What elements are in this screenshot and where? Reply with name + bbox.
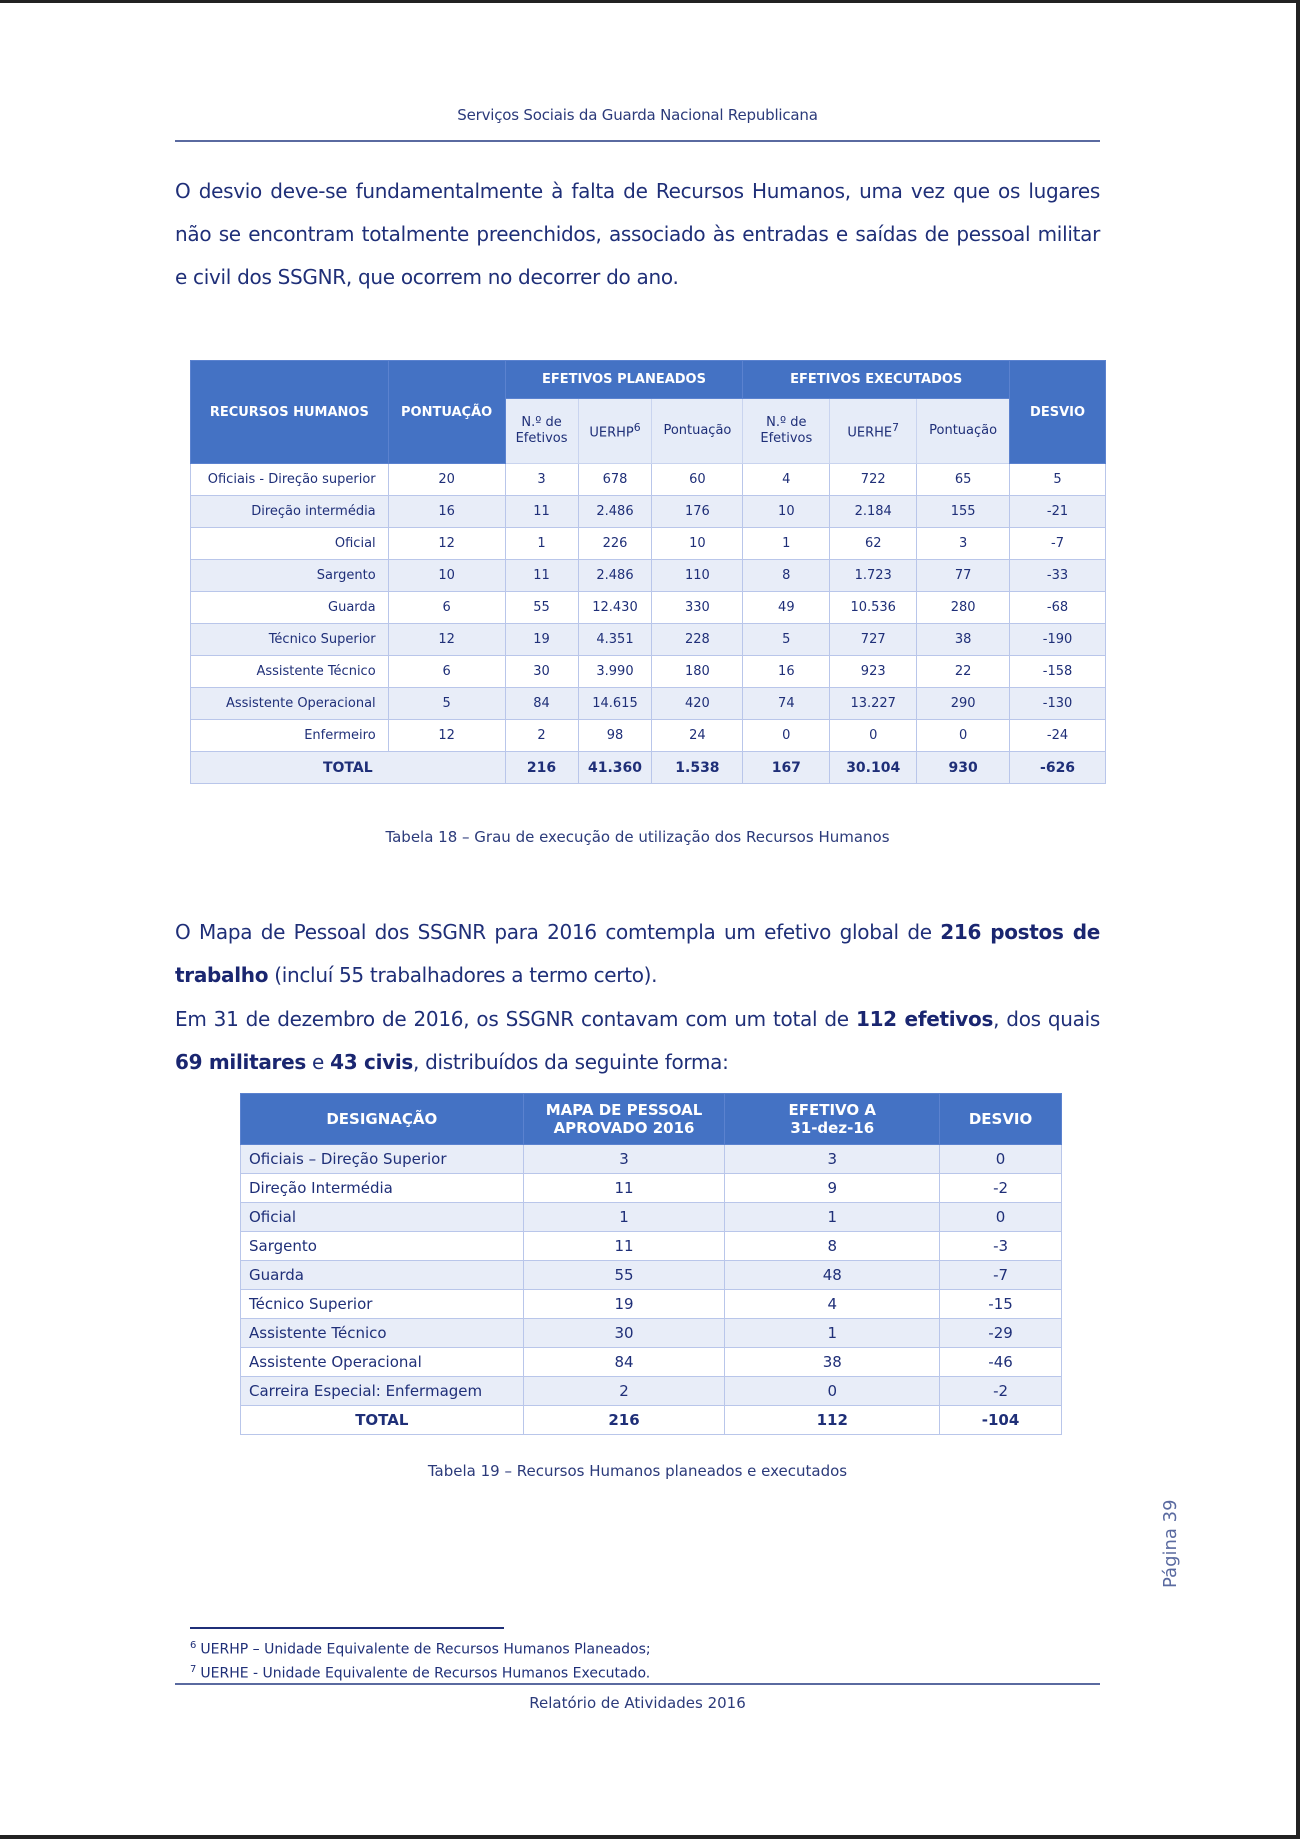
table-cell: -130 bbox=[1010, 688, 1106, 720]
footnote-text: UERHP – Unidade Equivalente de Recursos Humanos Planeados; bbox=[200, 1641, 651, 1658]
total-cell: 41.360 bbox=[578, 752, 652, 784]
table-cell: 11 bbox=[505, 560, 578, 592]
table-cell: 0 bbox=[917, 720, 1010, 752]
col-header-efetivo bbox=[725, 1094, 940, 1145]
table-cell: 9 bbox=[725, 1174, 940, 1203]
paragraph-mapa-pessoal bbox=[175, 911, 1100, 997]
table-cell: 84 bbox=[505, 688, 578, 720]
table-cell: 22 bbox=[917, 656, 1010, 688]
table-cell: 2 bbox=[505, 720, 578, 752]
total-cell: 930 bbox=[917, 752, 1010, 784]
table-cell: 1 bbox=[523, 1203, 725, 1232]
table-cell: -46 bbox=[940, 1348, 1062, 1377]
table-cell: 4 bbox=[725, 1290, 940, 1319]
table-cell: 4 bbox=[743, 464, 830, 496]
table-cell: 226 bbox=[578, 528, 652, 560]
col-header-uerhp bbox=[578, 399, 652, 464]
table-row bbox=[191, 688, 1106, 720]
table-cell: 1 bbox=[725, 1319, 940, 1348]
text-run: , distribuídos da seguinte forma: bbox=[413, 1050, 729, 1074]
label-line-2: Efetivos bbox=[760, 431, 813, 446]
table-cell: -158 bbox=[1010, 656, 1106, 688]
table-row bbox=[191, 720, 1106, 752]
header-rule bbox=[175, 140, 1100, 142]
table-cell: 10 bbox=[652, 528, 743, 560]
text-run: , dos quais bbox=[993, 1007, 1101, 1031]
label-line-1: EFETIVO A bbox=[788, 1101, 876, 1119]
table-cell: 1.723 bbox=[830, 560, 917, 592]
row-label: Direção Intermédia bbox=[241, 1174, 524, 1203]
table-cell: 8 bbox=[725, 1232, 940, 1261]
table-cell: 290 bbox=[917, 688, 1010, 720]
total-cell: 167 bbox=[743, 752, 830, 784]
footnote-7 bbox=[190, 1664, 650, 1682]
text-run: Em 31 de dezembro de 2016, os SSGNR contavam com um total de bbox=[175, 1007, 856, 1031]
table-cell: 10 bbox=[388, 560, 505, 592]
table-row bbox=[191, 656, 1106, 688]
col-group-efetivos-planeados: EFETIVOS PLANEADOS bbox=[505, 361, 743, 399]
table-row bbox=[191, 560, 1106, 592]
table-row bbox=[241, 1290, 1062, 1319]
total-cell: 216 bbox=[505, 752, 578, 784]
bold-run: 112 efetivos bbox=[855, 1007, 994, 1031]
table-cell: 1 bbox=[505, 528, 578, 560]
table-cell: 110 bbox=[652, 560, 743, 592]
table-cell: 5 bbox=[743, 624, 830, 656]
table-cell: 420 bbox=[652, 688, 743, 720]
row-label: Guarda bbox=[241, 1261, 524, 1290]
bold-run: 216 postos de trabalho bbox=[175, 920, 1100, 987]
text-run: O Mapa de Pessoal dos SSGNR para 2016 comtempla um efetivo global de bbox=[175, 920, 941, 944]
scan-edge-bottom bbox=[0, 1835, 1300, 1839]
table-cell: 10 bbox=[743, 496, 830, 528]
row-label: Assistente Operacional bbox=[241, 1348, 524, 1377]
table-cell: 62 bbox=[830, 528, 917, 560]
table-cell: 5 bbox=[388, 688, 505, 720]
row-label: Carreira Especial: Enfermagem bbox=[241, 1377, 524, 1406]
footnote-text: UERHE - Unidade Equivalente de Recursos Humanos Executado. bbox=[200, 1665, 651, 1682]
footnote-number: 6 bbox=[190, 1640, 197, 1651]
table-cell: -33 bbox=[1010, 560, 1106, 592]
table-cell: 12.430 bbox=[578, 592, 652, 624]
table-cell: 1 bbox=[725, 1203, 940, 1232]
table-cell: 12 bbox=[388, 720, 505, 752]
table-row bbox=[241, 1232, 1062, 1261]
table-cell: 3 bbox=[505, 464, 578, 496]
table-cell: 923 bbox=[830, 656, 917, 688]
scan-edge-right bbox=[1296, 0, 1300, 1839]
table-cell: -68 bbox=[1010, 592, 1106, 624]
table-cell: 155 bbox=[917, 496, 1010, 528]
table-cell: -29 bbox=[940, 1319, 1062, 1348]
total-cell: 216 bbox=[523, 1406, 725, 1435]
bold-run: 69 militares bbox=[175, 1050, 306, 1074]
table-cell: 19 bbox=[523, 1290, 725, 1319]
table-cell: 16 bbox=[388, 496, 505, 528]
table-cell: 49 bbox=[743, 592, 830, 624]
table-cell: 3 bbox=[523, 1145, 725, 1174]
bold-run: 43 civis bbox=[330, 1050, 414, 1074]
table-cell: 24 bbox=[652, 720, 743, 752]
table-18-caption: Tabela 18 – Grau de execução de utilização dos Recursos Humanos bbox=[385, 828, 890, 846]
table-cell: -7 bbox=[940, 1261, 1062, 1290]
table-cell: 77 bbox=[917, 560, 1010, 592]
row-label: Oficial bbox=[241, 1203, 524, 1232]
text-run: (incluí 55 trabalhadores a termo certo). bbox=[268, 963, 658, 987]
table-cell: 11 bbox=[523, 1174, 725, 1203]
row-label: Sargento bbox=[191, 560, 389, 592]
total-label: TOTAL bbox=[241, 1406, 524, 1435]
col-header-mapa-pessoal bbox=[523, 1094, 725, 1145]
table-row bbox=[191, 496, 1106, 528]
table-18 bbox=[190, 360, 1106, 784]
text-run: e bbox=[306, 1050, 331, 1074]
table-cell: 2.184 bbox=[830, 496, 917, 528]
label-line-1: MAPA DE PESSOAL bbox=[545, 1101, 703, 1119]
table-cell: 6 bbox=[388, 656, 505, 688]
label-line-2: APROVADO 2016 bbox=[553, 1119, 695, 1137]
total-cell: 112 bbox=[725, 1406, 940, 1435]
table-cell: 16 bbox=[743, 656, 830, 688]
row-label: Oficiais – Direção Superior bbox=[241, 1145, 524, 1174]
table-row bbox=[191, 464, 1106, 496]
table-cell: 1 bbox=[743, 528, 830, 560]
col-header-pontuacao-planeada: Pontuação bbox=[652, 399, 743, 464]
table-cell: 55 bbox=[523, 1261, 725, 1290]
table-cell: 30 bbox=[505, 656, 578, 688]
total-label: TOTAL bbox=[191, 752, 506, 784]
row-label: Guarda bbox=[191, 592, 389, 624]
table-cell: 180 bbox=[652, 656, 743, 688]
table-cell: 5 bbox=[1010, 464, 1106, 496]
col-header-pontuacao: PONTUAÇÃO bbox=[388, 361, 505, 464]
table-cell: -2 bbox=[940, 1174, 1062, 1203]
table-cell: 3 bbox=[725, 1145, 940, 1174]
col-header-designacao: DESIGNAÇÃO bbox=[241, 1094, 524, 1145]
table-cell: 3.990 bbox=[578, 656, 652, 688]
table-cell: 60 bbox=[652, 464, 743, 496]
table-cell: 228 bbox=[652, 624, 743, 656]
uerhp-label: UERHP bbox=[589, 425, 634, 441]
scan-edge-top bbox=[0, 0, 1300, 3]
table-19-caption: Tabela 19 – Recursos Humanos planeados e executados bbox=[427, 1462, 848, 1480]
row-label: Sargento bbox=[241, 1232, 524, 1261]
row-label: Assistente Operacional bbox=[191, 688, 389, 720]
row-label: Direção intermédia bbox=[191, 496, 389, 528]
table-row bbox=[241, 1261, 1062, 1290]
row-label: Assistente Técnico bbox=[191, 656, 389, 688]
table-row bbox=[191, 592, 1106, 624]
total-cell: 1.538 bbox=[652, 752, 743, 784]
table-row bbox=[241, 1348, 1062, 1377]
footnote-6 bbox=[190, 1640, 651, 1658]
label-line-2: 31-dez-16 bbox=[790, 1119, 875, 1137]
table-row bbox=[191, 528, 1106, 560]
total-cell: -626 bbox=[1010, 752, 1106, 784]
paragraph-desvio: O desvio deve-se fundamentalmente à falta de Recursos Humanos, uma vez que os lugares não se encontram totalmente preenchidos, associado às entradas e saídas de pessoal militar e civil dos SSGNR, que ocorrem no decorrer do ano. bbox=[175, 179, 1100, 289]
row-label: Assistente Técnico bbox=[241, 1319, 524, 1348]
footnote-number: 7 bbox=[190, 1664, 197, 1675]
col-group-efetivos-executados: EFETIVOS EXECUTADOS bbox=[743, 361, 1010, 399]
col-header-uerhe bbox=[830, 399, 917, 464]
table-cell: -7 bbox=[1010, 528, 1106, 560]
running-header: Serviços Sociais da Guarda Nacional Republicana bbox=[457, 106, 818, 124]
table-cell: 6 bbox=[388, 592, 505, 624]
table-row bbox=[241, 1319, 1062, 1348]
row-label: Técnico Superior bbox=[191, 624, 389, 656]
total-cell: 30.104 bbox=[830, 752, 917, 784]
table-cell: 20 bbox=[388, 464, 505, 496]
table-cell: 11 bbox=[523, 1232, 725, 1261]
row-label: Oficial bbox=[191, 528, 389, 560]
table-cell: 0 bbox=[940, 1203, 1062, 1232]
total-cell: -104 bbox=[940, 1406, 1062, 1435]
table-cell: 678 bbox=[578, 464, 652, 496]
table-cell: -3 bbox=[940, 1232, 1062, 1261]
table-row bbox=[241, 1377, 1062, 1406]
label-line-2: Efetivos bbox=[515, 431, 568, 446]
table-cell: -24 bbox=[1010, 720, 1106, 752]
footnote-ref-6[interactable]: 6 bbox=[633, 421, 641, 435]
table-cell: 4.351 bbox=[578, 624, 652, 656]
table-cell: 0 bbox=[830, 720, 917, 752]
table-cell: 74 bbox=[743, 688, 830, 720]
footnote-separator bbox=[190, 1627, 504, 1629]
table-cell: 98 bbox=[578, 720, 652, 752]
table-cell: 38 bbox=[917, 624, 1010, 656]
table-cell: 2.486 bbox=[578, 560, 652, 592]
uerhe-label: UERHE bbox=[847, 425, 893, 441]
table-cell: 0 bbox=[743, 720, 830, 752]
table-18-body bbox=[191, 464, 1106, 784]
table-cell: 12 bbox=[388, 624, 505, 656]
col-header-desvio: DESVIO bbox=[940, 1094, 1062, 1145]
table-cell: 11 bbox=[505, 496, 578, 528]
table-cell: -2 bbox=[940, 1377, 1062, 1406]
label-line-1: N.º de bbox=[766, 415, 807, 430]
table-cell: 38 bbox=[725, 1348, 940, 1377]
table-cell: 65 bbox=[917, 464, 1010, 496]
table-cell: 55 bbox=[505, 592, 578, 624]
col-header-n-efetivos-executados bbox=[743, 399, 830, 464]
table-cell: 727 bbox=[830, 624, 917, 656]
table-total-row bbox=[191, 752, 1106, 784]
table-cell: 0 bbox=[725, 1377, 940, 1406]
col-header-n-efetivos-planeados bbox=[505, 399, 578, 464]
table-cell: 10.536 bbox=[830, 592, 917, 624]
running-footer: Relatório de Atividades 2016 bbox=[529, 1694, 746, 1712]
col-header-desvio: DESVIO bbox=[1010, 361, 1106, 464]
table-cell: 280 bbox=[917, 592, 1010, 624]
table-19-body bbox=[241, 1145, 1062, 1435]
row-label: Técnico Superior bbox=[241, 1290, 524, 1319]
table-cell: 176 bbox=[652, 496, 743, 528]
table-row bbox=[241, 1174, 1062, 1203]
paragraph-efetivos bbox=[175, 998, 1100, 1084]
table-row bbox=[241, 1145, 1062, 1174]
table-cell: 30 bbox=[523, 1319, 725, 1348]
footnote-ref-7[interactable]: 7 bbox=[892, 421, 900, 435]
table-cell: 0 bbox=[940, 1145, 1062, 1174]
page-number: Página 39 bbox=[1160, 1499, 1181, 1588]
row-label: Oficiais - Direção superior bbox=[191, 464, 389, 496]
table-cell: 19 bbox=[505, 624, 578, 656]
table-cell: 2 bbox=[523, 1377, 725, 1406]
table-19 bbox=[240, 1093, 1062, 1435]
table-cell: 8 bbox=[743, 560, 830, 592]
table-cell: 13.227 bbox=[830, 688, 917, 720]
table-cell: -21 bbox=[1010, 496, 1106, 528]
footer-rule bbox=[175, 1683, 1100, 1685]
table-cell: -190 bbox=[1010, 624, 1106, 656]
table-cell: 722 bbox=[830, 464, 917, 496]
table-cell: 330 bbox=[652, 592, 743, 624]
table-cell: 14.615 bbox=[578, 688, 652, 720]
table-cell: 12 bbox=[388, 528, 505, 560]
table-cell: -15 bbox=[940, 1290, 1062, 1319]
table-total-row bbox=[241, 1406, 1062, 1435]
table-cell: 84 bbox=[523, 1348, 725, 1377]
col-header-pontuacao-executada: Pontuação bbox=[917, 399, 1010, 464]
table-row bbox=[191, 624, 1106, 656]
col-header-recursos-humanos: RECURSOS HUMANOS bbox=[191, 361, 389, 464]
table-cell: 3 bbox=[917, 528, 1010, 560]
table-row bbox=[241, 1203, 1062, 1232]
table-cell: 2.486 bbox=[578, 496, 652, 528]
label-line-1: N.º de bbox=[521, 415, 562, 430]
table-cell: 48 bbox=[725, 1261, 940, 1290]
row-label: Enfermeiro bbox=[191, 720, 389, 752]
